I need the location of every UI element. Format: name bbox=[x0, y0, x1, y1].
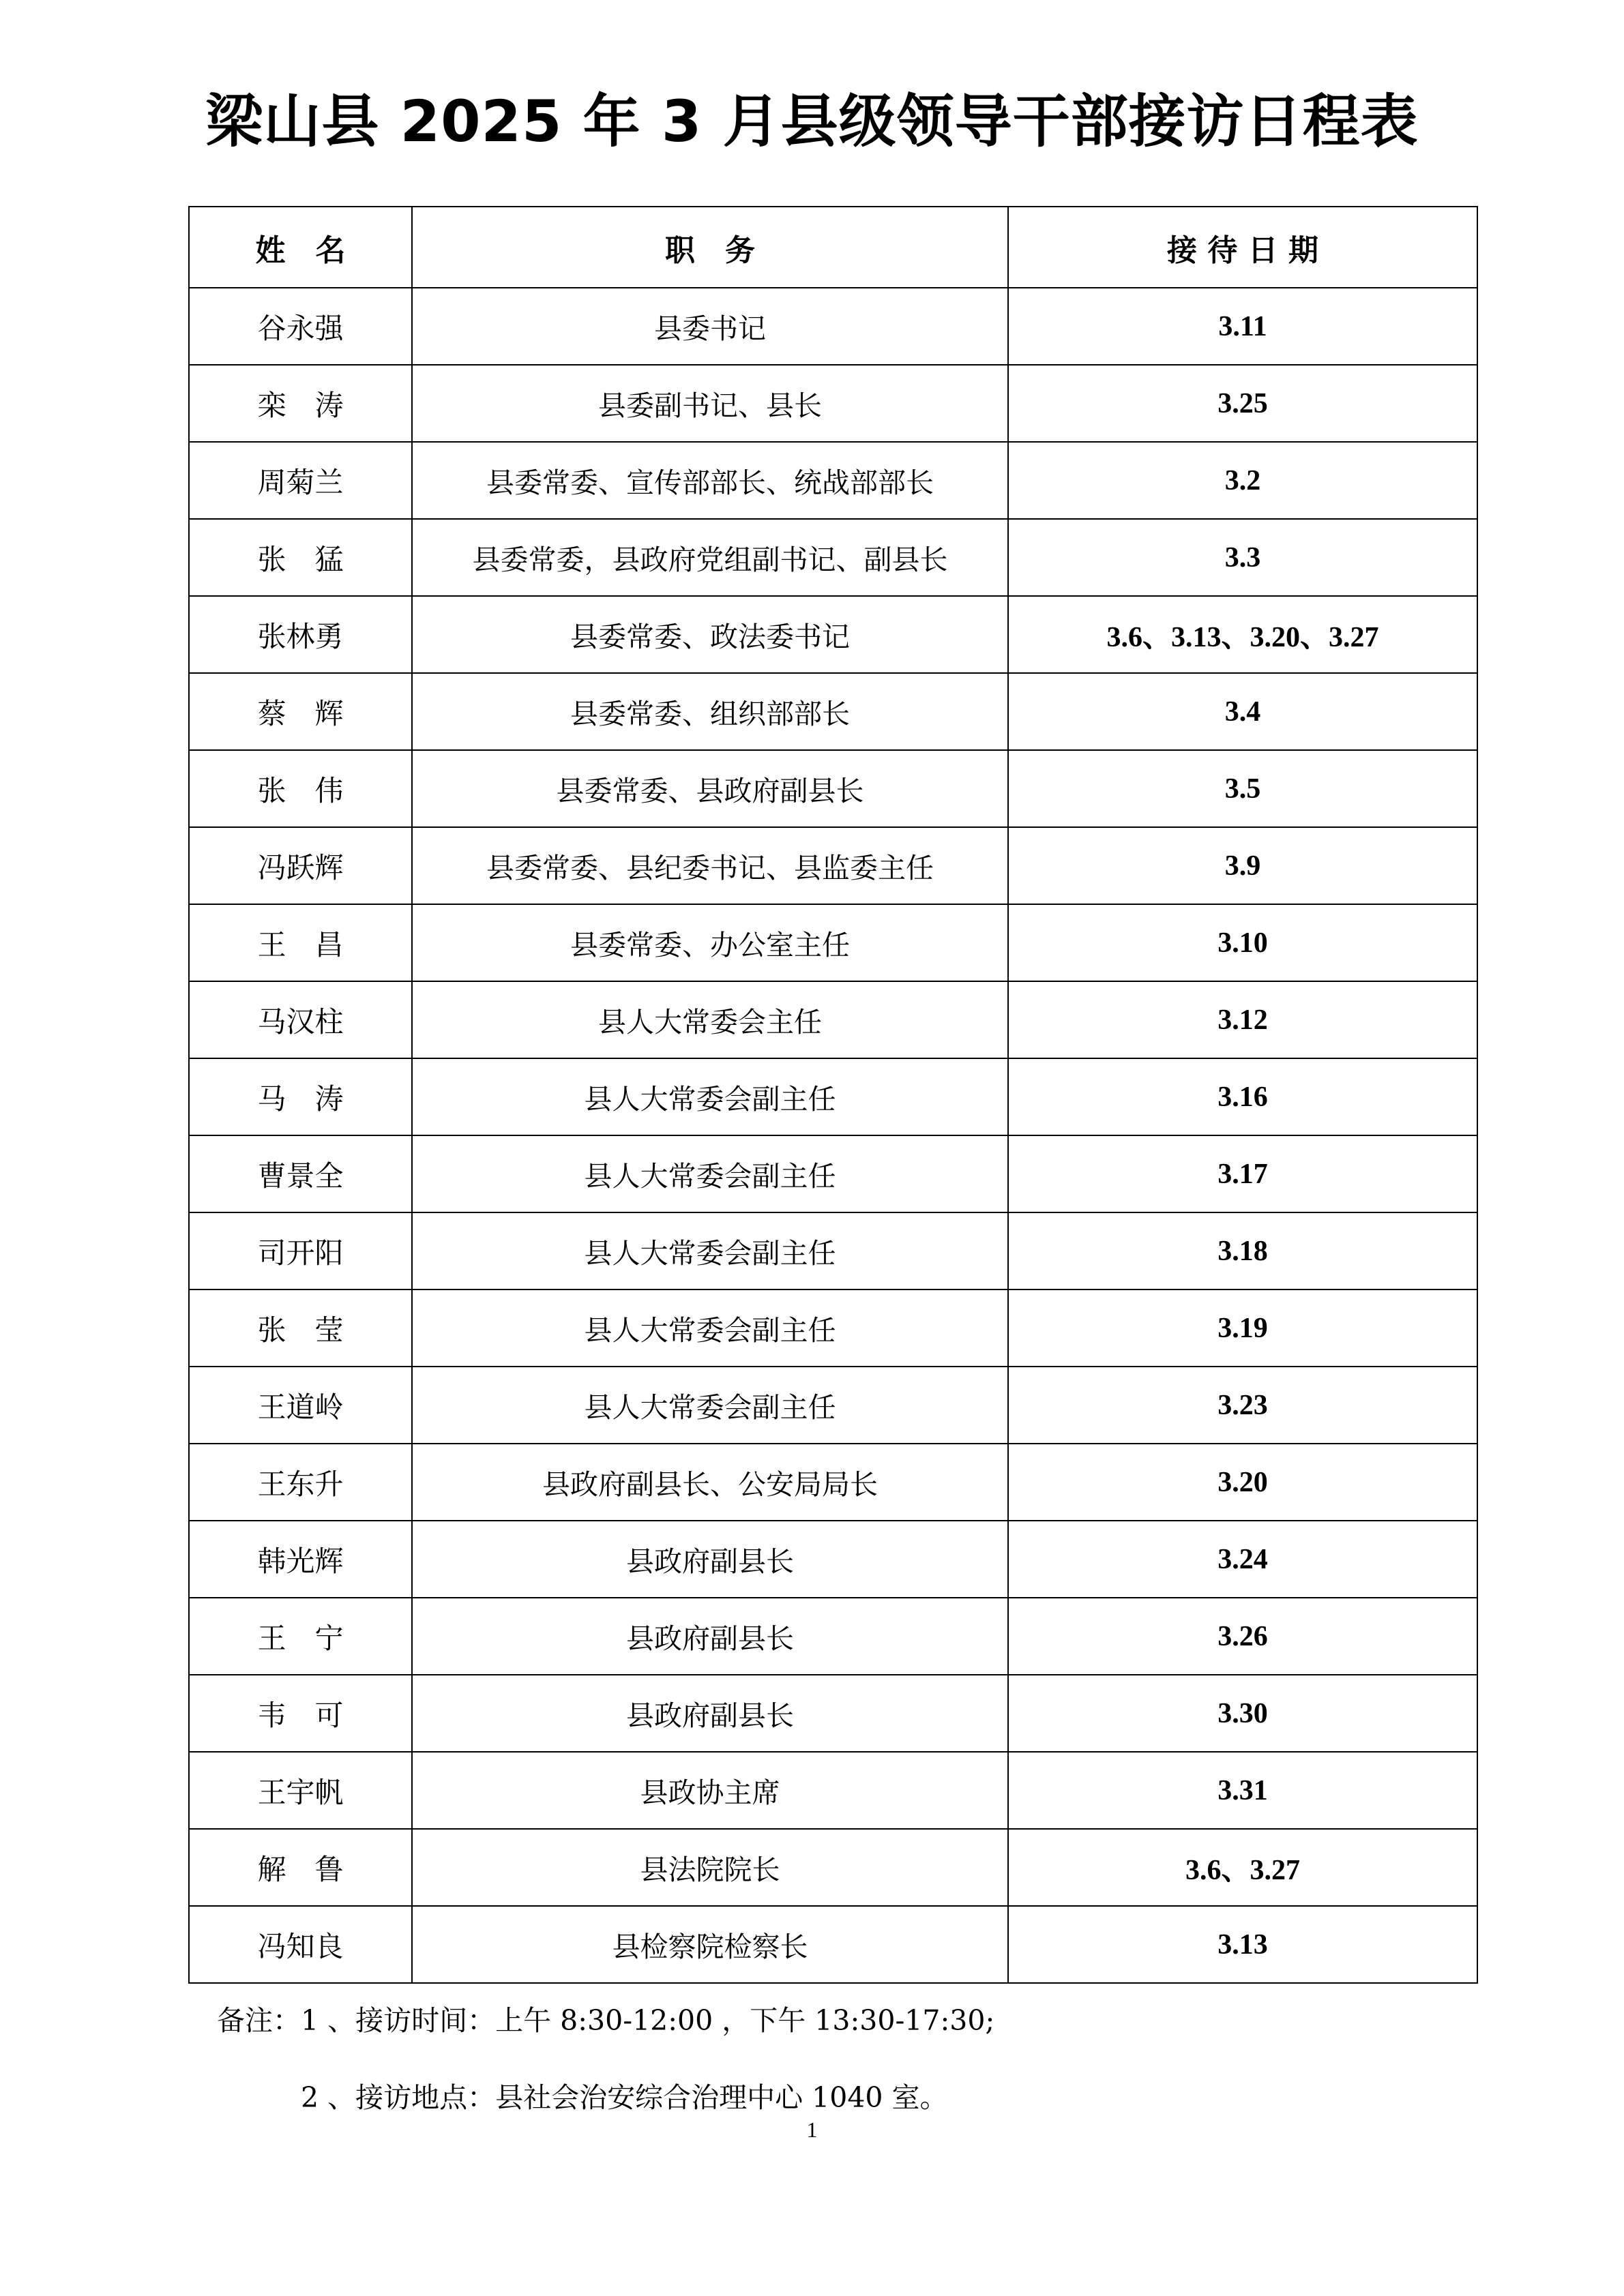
role-cell: 县政府副县长、公安局局长 bbox=[412, 1444, 1008, 1521]
role-cell: 县人大常委会副主任 bbox=[412, 1367, 1008, 1444]
date-cell: 3.5 bbox=[1008, 750, 1477, 827]
table-row bbox=[189, 1906, 1477, 1983]
date-cell: 3.24 bbox=[1008, 1521, 1477, 1598]
table-row bbox=[189, 1752, 1477, 1829]
date-cell: 3.17 bbox=[1008, 1135, 1477, 1212]
header-date: 接 待 日 期 bbox=[1008, 207, 1477, 288]
name-cell: 司开阳 bbox=[189, 1212, 412, 1289]
date-cell: 3.6、3.27 bbox=[1008, 1829, 1477, 1906]
date-cell: 3.16 bbox=[1008, 1058, 1477, 1135]
note-reception-location: 2 、接访地点：县社会治安综合治理中心 1040 室。 bbox=[301, 2081, 948, 2114]
name-cell: 周菊兰 bbox=[189, 442, 412, 519]
name-cell: 韩光辉 bbox=[189, 1521, 412, 1598]
name-cell: 谷永强 bbox=[189, 288, 412, 365]
role-cell: 县政府副县长 bbox=[412, 1521, 1008, 1598]
date-cell: 3.23 bbox=[1008, 1367, 1477, 1444]
schedule-table bbox=[188, 206, 1478, 1984]
table-row bbox=[189, 1829, 1477, 1906]
table-row bbox=[189, 1444, 1477, 1521]
table-row bbox=[189, 1058, 1477, 1135]
date-cell: 3.19 bbox=[1008, 1289, 1477, 1367]
date-cell: 3.18 bbox=[1008, 1212, 1477, 1289]
name-cell: 冯跃辉 bbox=[189, 827, 412, 904]
role-cell: 县人大常委会副主任 bbox=[412, 1289, 1008, 1367]
date-cell: 3.30 bbox=[1008, 1675, 1477, 1752]
date-cell: 3.13 bbox=[1008, 1906, 1477, 1983]
date-cell: 3.26 bbox=[1008, 1598, 1477, 1675]
table-row bbox=[189, 1521, 1477, 1598]
header-name: 姓 名 bbox=[189, 207, 412, 288]
role-cell: 县委常委、宣传部部长、统战部部长 bbox=[412, 442, 1008, 519]
date-cell: 3.12 bbox=[1008, 981, 1477, 1058]
date-cell: 3.3 bbox=[1008, 519, 1477, 596]
table-row bbox=[189, 1675, 1477, 1752]
name-cell: 张 伟 bbox=[189, 750, 412, 827]
role-cell: 县委常委、政法委书记 bbox=[412, 596, 1008, 673]
name-cell: 冯知良 bbox=[189, 1906, 412, 1983]
name-cell: 王宇帆 bbox=[189, 1752, 412, 1829]
role-cell: 县委常委，县政府党组副书记、副县长 bbox=[412, 519, 1008, 596]
page-number: 1 bbox=[806, 2117, 818, 2142]
table-row bbox=[189, 1289, 1477, 1367]
role-cell: 县委常委、县政府副县长 bbox=[412, 750, 1008, 827]
role-cell: 县政协主席 bbox=[412, 1752, 1008, 1829]
role-cell: 县人大常委会副主任 bbox=[412, 1135, 1008, 1212]
name-cell: 马 涛 bbox=[189, 1058, 412, 1135]
date-cell: 3.11 bbox=[1008, 288, 1477, 365]
role-cell: 县检察院检察长 bbox=[412, 1906, 1008, 1983]
role-cell: 县政府副县长 bbox=[412, 1675, 1008, 1752]
date-cell: 3.20 bbox=[1008, 1444, 1477, 1521]
table-row bbox=[189, 365, 1477, 442]
table-header-row bbox=[189, 207, 1477, 288]
date-cell: 3.25 bbox=[1008, 365, 1477, 442]
role-cell: 县人大常委会主任 bbox=[412, 981, 1008, 1058]
table-row bbox=[189, 442, 1477, 519]
role-cell: 县委书记 bbox=[412, 288, 1008, 365]
date-cell: 3.10 bbox=[1008, 904, 1477, 981]
role-cell: 县人大常委会副主任 bbox=[412, 1212, 1008, 1289]
name-cell: 王道岭 bbox=[189, 1367, 412, 1444]
table-row bbox=[189, 827, 1477, 904]
table-row bbox=[189, 750, 1477, 827]
role-cell: 县委副书记、县长 bbox=[412, 365, 1008, 442]
role-cell: 县委常委、组织部部长 bbox=[412, 673, 1008, 750]
name-cell: 王东升 bbox=[189, 1444, 412, 1521]
role-cell: 县委常委、县纪委书记、县监委主任 bbox=[412, 827, 1008, 904]
name-cell: 张 莹 bbox=[189, 1289, 412, 1367]
name-cell: 韦 可 bbox=[189, 1675, 412, 1752]
table-row bbox=[189, 904, 1477, 981]
table-row bbox=[189, 519, 1477, 596]
table-row bbox=[189, 1135, 1477, 1212]
role-cell: 县法院院长 bbox=[412, 1829, 1008, 1906]
name-cell: 张 猛 bbox=[189, 519, 412, 596]
name-cell: 蔡 辉 bbox=[189, 673, 412, 750]
role-cell: 县政府副县长 bbox=[412, 1598, 1008, 1675]
table-row bbox=[189, 288, 1477, 365]
note-reception-time: 备注：1 、接访时间：上午 8:30-12:00 ，下午 13:30-17:30; bbox=[217, 2004, 995, 2037]
header-role: 职 务 bbox=[412, 207, 1008, 288]
date-cell: 3.2 bbox=[1008, 442, 1477, 519]
date-cell: 3.31 bbox=[1008, 1752, 1477, 1829]
name-cell: 张林勇 bbox=[189, 596, 412, 673]
table-row bbox=[189, 1212, 1477, 1289]
table-row bbox=[189, 981, 1477, 1058]
name-cell: 栾 涛 bbox=[189, 365, 412, 442]
table-row bbox=[189, 596, 1477, 673]
table-row bbox=[189, 1367, 1477, 1444]
date-cell: 3.4 bbox=[1008, 673, 1477, 750]
name-cell: 王 宁 bbox=[189, 1598, 412, 1675]
name-cell: 解 鲁 bbox=[189, 1829, 412, 1906]
date-cell: 3.9 bbox=[1008, 827, 1477, 904]
role-cell: 县委常委、办公室主任 bbox=[412, 904, 1008, 981]
name-cell: 曹景全 bbox=[189, 1135, 412, 1212]
date-cell: 3.6、3.13、3.20、3.27 bbox=[1008, 596, 1477, 673]
table-row bbox=[189, 1598, 1477, 1675]
table-row bbox=[189, 673, 1477, 750]
name-cell: 马汉柱 bbox=[189, 981, 412, 1058]
name-cell: 王 昌 bbox=[189, 904, 412, 981]
role-cell: 县人大常委会副主任 bbox=[412, 1058, 1008, 1135]
document-title: 梁山县 2025 年 3 月县级领导干部接访日程表 bbox=[205, 88, 1419, 155]
